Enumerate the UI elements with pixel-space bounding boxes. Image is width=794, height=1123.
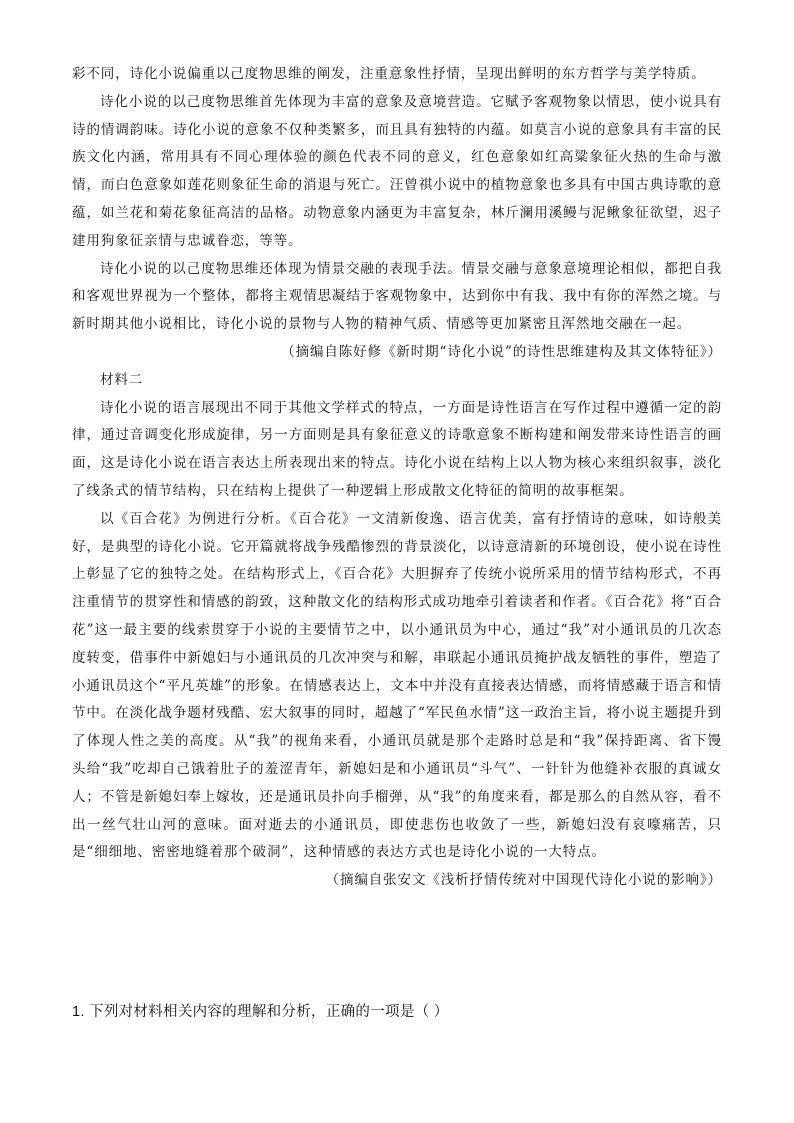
continued-paragraph: 彩不同，诗化小说偏重以己度物思维的阐发，注重意象性抒情，呈现出鲜明的东方哲学与美学特质。 bbox=[72, 66, 706, 82]
passage-body bbox=[72, 61, 722, 895]
material-two-label: 材料二 bbox=[100, 371, 144, 388]
source-citation-2: （摘编自张安文《浅析抒情传统对中国现代诗化小说的影响》） bbox=[325, 872, 722, 889]
source-citation-1: （摘编自陈好修《新时期“诗化小说”的诗性思维建构及其文体特征》） bbox=[281, 343, 722, 360]
paragraph-language: 诗化小说的语言展现出不同于其他文学样式的特点，一方面是诗性语言在写作过程中遵循一定的韵律，通过音调变化形成旋律，另一方面则是具有象征意义的诗歌意象不断构建和阐发带来诗性语言的画面，这是诗化小说在语言表达上所表现出来的特点。诗化小说在结构上以人物为核心来组织叙事，淡化了线条式的情节结构，只在结构上提供了一种逻辑上形成散文化特征的简明的故事框架。 bbox=[72, 399, 722, 499]
paragraph-scene-emotion: 诗化小说的以己度物思维还体现为情景交融的表现手法。情景交融与意象意境理论相似，都把自我和客观世界视为一个整体，都将主观情思凝结于客观物象中，达到你中有我、我中有你的浑然之境。与新时期其他小说相比，诗化小说的景物与人物的精神气质、情感等更加紧密且浑然地交融在一起。 bbox=[72, 260, 722, 333]
paragraph-lily-analysis: 以《百合花》为例进行分析。《百合花》一文清新俊逸、语言优美，富有抒情诗的意味，如诗般美好，是典型的诗化小说。它开篇就将战争残酷惨烈的背景淡化，以诗意清新的环境创设，使小说在诗性上彰显了它的独特之处。在结构形式上，《百合花》大胆摒弃了传统小说所采用的情节结构形式，不再注重情节的贯穿性和情感的韵致，这种散文化的结构形式成功地牵引着读者和作者。《百合花》将“百合花”这一最主要的线索贯穿于小说的主要情节之中，以小通讯员为中心，通过“我”对小通讯员的几次态度转变，借事件中新媳妇与小通讯员的几次冲突与和解，串联起小通讯员掩护战友牺牲的事件，塑造了小通讯员这个“平凡英雄”的形象。在情感表达上，文本中并没有直接表达情感，而将情感藏于语言和情节中。在淡化战争题材残酷、宏大叙事的同时，超越了“军民鱼水情”这一政治主旨，将小说主题提升到了体现人性之美的高度。从“我”的视角来看，小通讯员就是那个走路时总是和“我”保持距离、省下馒头给“我”吃却自己饿着肚子的羞涩青年，新媳妇是和小通讯员“斗气”、一针针为他缝补衣服的真诚女人；不管是新媳妇奉上嫁妆，还是通讯员扑向手榴弹，从“我”的角度来看，都是那么的自然从容，看不出一丝气壮山河的意味。面对逝去的小通讯员，即使悲伤也收敛了一些，新媳妇没有哀嚎痛苦，只是“细细地、密密地缝着那个破洞”，这种情感的表达方式也是诗化小说的一大特点。 bbox=[72, 510, 722, 861]
paragraph-imagery: 诗化小说的以己度物思维首先体现为丰富的意象及意境营造。它赋予客观物象以情思，使小说具有诗的情调韵味。诗化小说的意象不仅种类繁多，而且具有独特的内蕴。如莫言小说的意象具有丰富的民族文化内涵，常用具有不同心理体验的颜色代表不同的意义，红色意象如红高粱象征火热的生命与激情，而白色意象如莲花则象征生命的消退与死亡。汪曾祺小说中的植物意象也多具有中国古典诗歌的意蕴，如兰花和菊花象征高洁的品格。动物意象内涵更为丰富复杂，林斤澜用溪鳗与泥鳅象征欲望，迟子建用狗象征亲情与忠诚眷恋，等等。 bbox=[72, 93, 722, 249]
question-1: 1. 下列对材料相关内容的理解和分析，正确的一项是（ ） bbox=[72, 1004, 449, 1020]
